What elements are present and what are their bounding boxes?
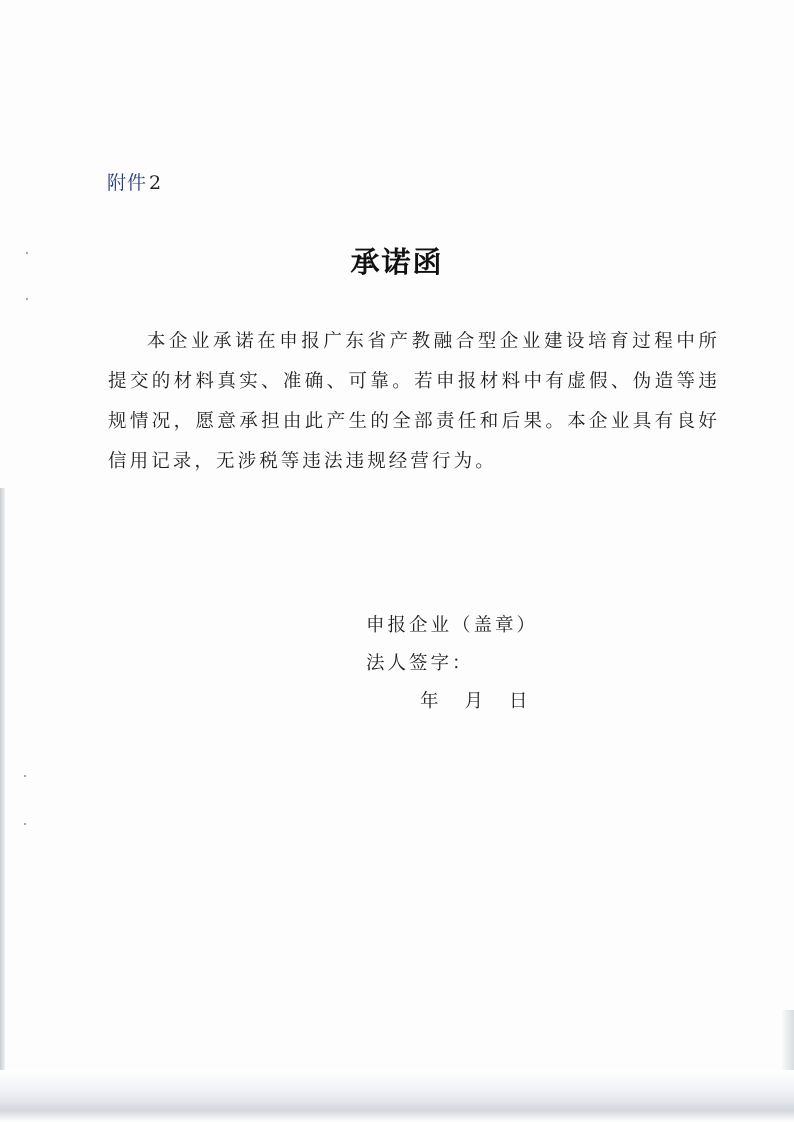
legal-representative-signature-line: 法人签字： [366,653,474,674]
company-seal-line: 申报企业（盖章） [366,615,539,636]
scan-left-edge-shadow [0,488,5,1088]
commitment-paragraph: 本企业承诺在申报广东省产教融合型企业建设培育过程中所提交的材料真实、准确、可靠。若申报材料中有虚假、伪造等违规情况，愿意承担由此产生的全部责任和后果。本企业具有良好信用记录，无涉税等违法违规经营行为。 [108,331,720,472]
month-label: 月 [464,691,484,712]
scan-bottom-edge-shadow [0,1070,794,1122]
scan-speck [26,298,28,300]
attachment-number: 2 [149,172,163,194]
date-line [420,687,528,713]
commitment-body [108,322,720,482]
attachment-label [107,168,162,195]
year-label: 年 [420,691,439,712]
page-title: 承诺函 [350,245,444,279]
scan-speck [24,775,26,777]
day-label: 日 [509,691,528,712]
signature-block [366,607,538,683]
scan-speck [24,823,26,825]
attachment-label-text: 附件 [107,172,148,194]
